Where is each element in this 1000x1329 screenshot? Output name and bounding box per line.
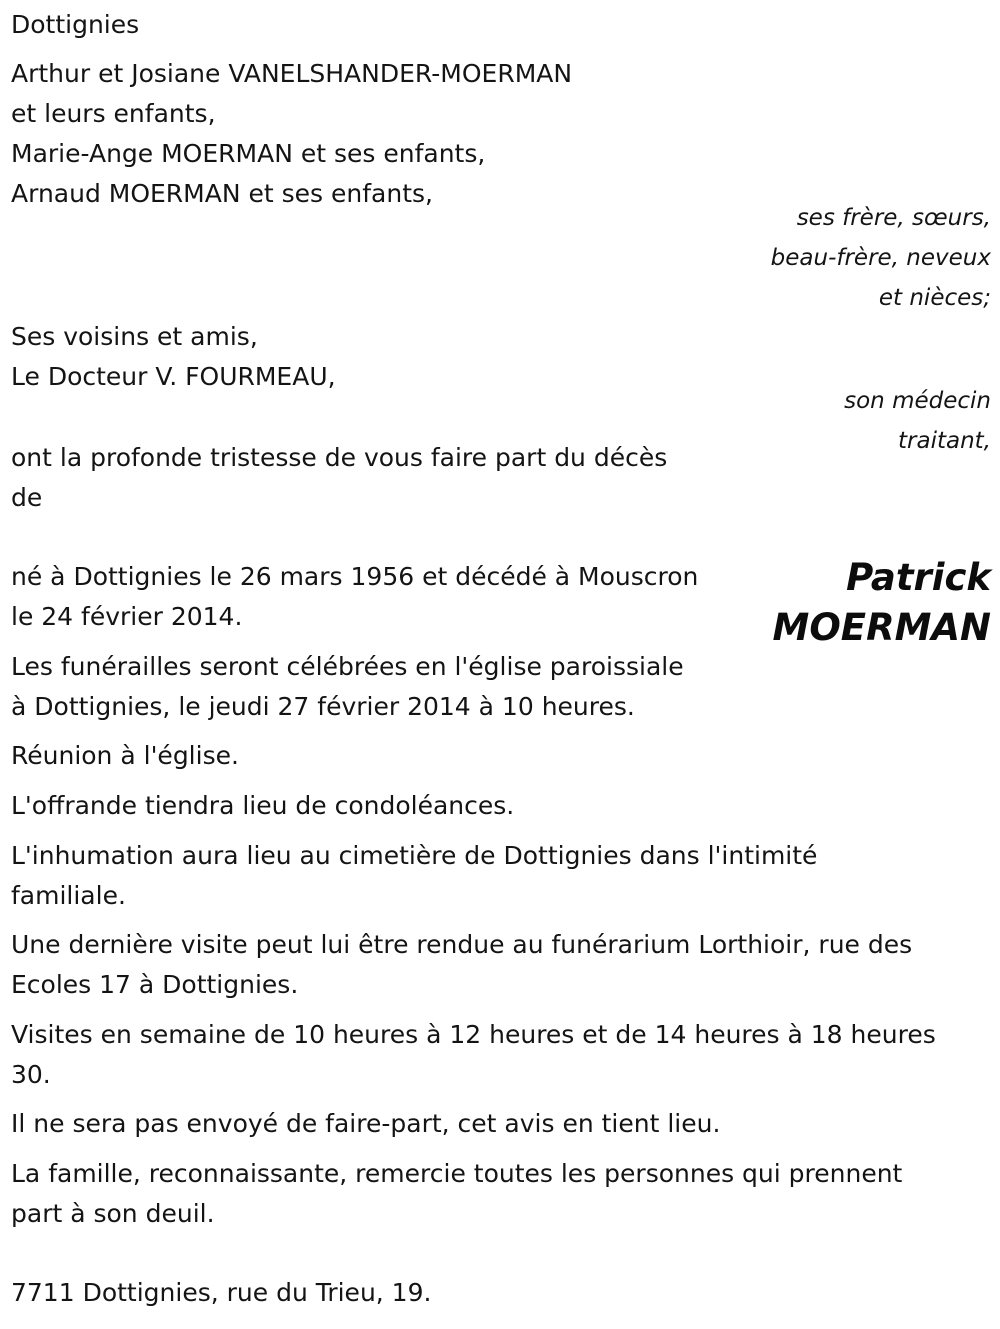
address-line: 7711 Dottignies, rue du Trieu, 19. (11, 1278, 432, 1307)
announcement-line: de (11, 483, 43, 512)
doctor-role-line: son médecin (844, 388, 991, 414)
visit-line: Ecoles 17 à Dottignies. (11, 970, 299, 999)
meeting-line: Réunion à l'église. (11, 741, 239, 770)
birth-line: né à Dottignies le 26 mars 1956 et décédé à Mouscron (11, 562, 699, 591)
family-line: Marie-Ange MOERMAN et ses enfants, (11, 139, 486, 168)
family-role-line: beau-frère, neveux (770, 245, 991, 271)
thanks-line: part à son deuil. (11, 1199, 215, 1228)
visit-line: Une dernière visite peut lui être rendue au funérarium Lorthioir, rue des (11, 930, 913, 959)
family-role-line: et nièces; (878, 285, 991, 311)
others-line: Le Docteur V. FOURMEAU, (11, 362, 336, 391)
family-role-line: ses frère, sœurs, (796, 205, 991, 231)
others-line: Ses voisins et amis, (11, 322, 258, 351)
family-line: Arthur et Josiane VANELSHANDER-MOERMAN (11, 59, 573, 88)
family-line: Arnaud MOERMAN et ses enfants, (11, 179, 433, 208)
visit-hours-line: 30. (11, 1060, 51, 1089)
thanks-line: La famille, reconnaissante, remercie toutes les personnes qui prennent (11, 1159, 903, 1188)
funeral-line: à Dottignies, le jeudi 27 février 2014 à 10 heures. (11, 692, 635, 721)
funeral-line: Les funérailles seront célébrées en l'église paroissiale (11, 652, 684, 681)
burial-line: L'inhumation aura lieu au cimetière de Dottignies dans l'intimité (11, 841, 818, 870)
burial-line: familiale. (11, 881, 126, 910)
birth-line: le 24 février 2014. (11, 602, 243, 631)
locality-heading: Dottignies (11, 10, 140, 39)
notice-line: Il ne sera pas envoyé de faire-part, cet avis en tient lieu. (11, 1109, 721, 1138)
announcement-line: ont la profonde tristesse de vous faire part du décès (11, 443, 668, 472)
deceased-name (773, 553, 991, 653)
visit-hours-line: Visites en semaine de 10 heures à 12 heures et de 14 heures à 18 heures (11, 1020, 936, 1049)
deceased-first-name: Patrick (846, 556, 991, 599)
doctor-role-line: traitant, (898, 428, 991, 454)
family-line: et leurs enfants, (11, 99, 216, 128)
offering-line: L'offrande tiendra lieu de condoléances. (11, 791, 515, 820)
deceased-last-name: MOERMAN (772, 606, 991, 649)
